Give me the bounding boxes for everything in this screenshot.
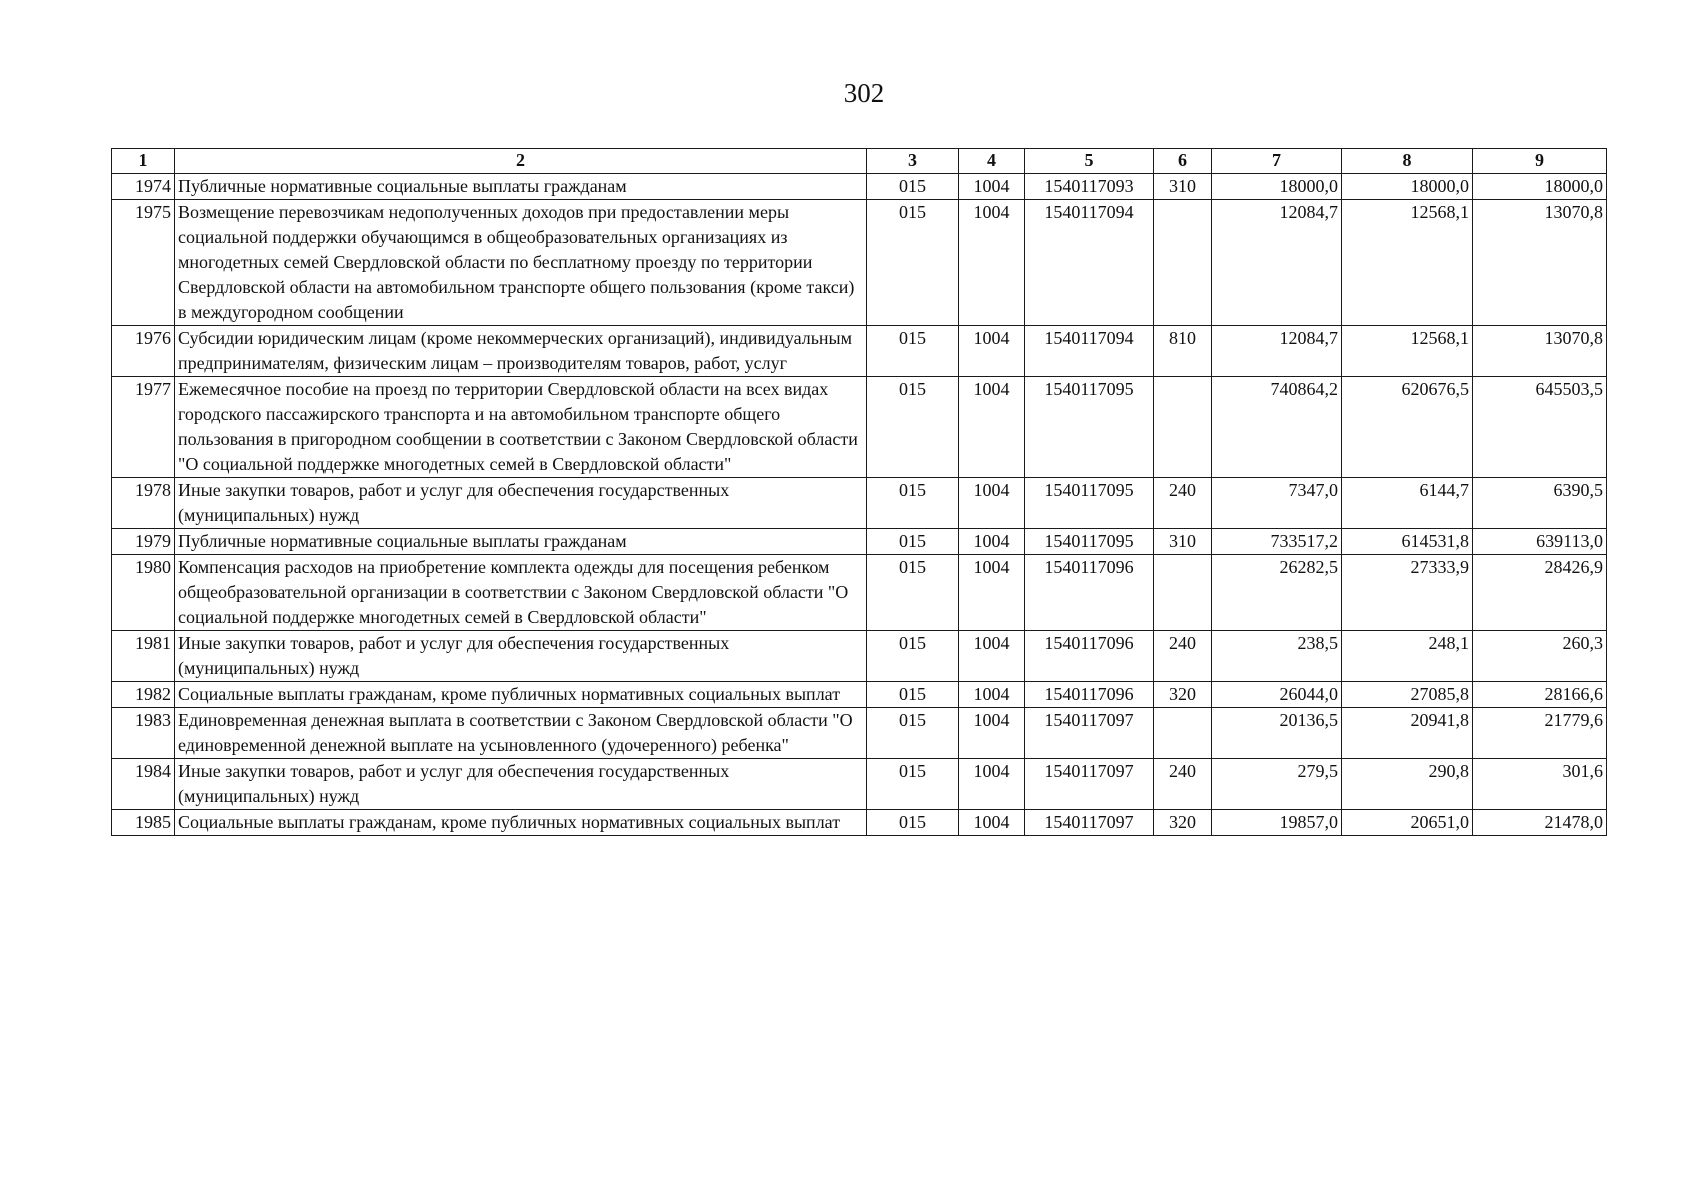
table-body — [112, 174, 1607, 836]
column-4-cell: 1004 — [959, 810, 1025, 836]
row-number-cell: 1974 — [112, 174, 175, 200]
column-5-cell: 1540117097 — [1025, 759, 1154, 810]
description-cell: Единовременная денежная выплата в соответствии с Законом Свердловской области "О единовременной денежной выплате на усыновленного (удочеренного) ребенка" — [175, 708, 867, 759]
column-3-cell: 015 — [867, 631, 959, 682]
column-4-cell: 1004 — [959, 377, 1025, 478]
amount-column-8-cell: 12568,1 — [1342, 326, 1473, 377]
amount-column-8-cell: 12568,1 — [1342, 200, 1473, 326]
row-number-cell: 1982 — [112, 682, 175, 708]
amount-column-9-cell: 28166,6 — [1473, 682, 1607, 708]
column-4-cell: 1004 — [959, 174, 1025, 200]
row-number-cell: 1980 — [112, 555, 175, 631]
column-5-cell: 1540117097 — [1025, 810, 1154, 836]
column-3-cell: 015 — [867, 200, 959, 326]
column-5-cell: 1540117094 — [1025, 326, 1154, 377]
description-cell: Возмещение перевозчикам недополученных доходов при предоставлении меры социальной поддержки обучающимся в общеобразовательных организациях из многодетных семей Свердловской области по бесплатному проезду по территории Свердловской области на автомобильном транспорте общего пользования (кроме такси) в междугородном сообщении — [175, 200, 867, 326]
amount-column-8-cell: 614531,8 — [1342, 529, 1473, 555]
header-row — [112, 149, 1607, 174]
column-6-cell: 320 — [1154, 810, 1212, 836]
table-row — [112, 478, 1607, 529]
column-3-cell: 015 — [867, 810, 959, 836]
amount-column-9-cell: 21478,0 — [1473, 810, 1607, 836]
column-header: 4 — [959, 149, 1025, 174]
table-row — [112, 326, 1607, 377]
column-6-cell: 240 — [1154, 631, 1212, 682]
amount-column-9-cell: 301,6 — [1473, 759, 1607, 810]
amount-column-9-cell: 645503,5 — [1473, 377, 1607, 478]
row-number-cell: 1975 — [112, 200, 175, 326]
column-header: 6 — [1154, 149, 1212, 174]
column-6-cell: 240 — [1154, 759, 1212, 810]
table-row — [112, 200, 1607, 326]
column-3-cell: 015 — [867, 708, 959, 759]
column-5-cell: 1540117094 — [1025, 200, 1154, 326]
amount-column-8-cell: 6144,7 — [1342, 478, 1473, 529]
table-row — [112, 682, 1607, 708]
amount-column-8-cell: 18000,0 — [1342, 174, 1473, 200]
page-number: 302 — [843, 78, 885, 108]
amount-column-9-cell: 21779,6 — [1473, 708, 1607, 759]
column-5-cell: 1540117095 — [1025, 478, 1154, 529]
column-header: 5 — [1025, 149, 1154, 174]
column-5-cell: 1540117096 — [1025, 631, 1154, 682]
column-3-cell: 015 — [867, 529, 959, 555]
amount-column-7-cell: 733517,2 — [1212, 529, 1342, 555]
column-3-cell: 015 — [867, 555, 959, 631]
row-number-cell: 1981 — [112, 631, 175, 682]
column-5-cell: 1540117097 — [1025, 708, 1154, 759]
table-row — [112, 631, 1607, 682]
amount-column-8-cell: 20941,8 — [1342, 708, 1473, 759]
description-cell: Иные закупки товаров, работ и услуг для обеспечения государственных (муниципальных) нужд — [175, 759, 867, 810]
column-header: 9 — [1473, 149, 1607, 174]
column-6-cell — [1154, 555, 1212, 631]
column-5-cell: 1540117095 — [1025, 529, 1154, 555]
amount-column-9-cell: 18000,0 — [1473, 174, 1607, 200]
column-header: 2 — [175, 149, 867, 174]
column-4-cell: 1004 — [959, 478, 1025, 529]
amount-column-9-cell: 6390,5 — [1473, 478, 1607, 529]
amount-column-9-cell: 639113,0 — [1473, 529, 1607, 555]
amount-column-9-cell: 13070,8 — [1473, 326, 1607, 377]
column-3-cell: 015 — [867, 174, 959, 200]
row-number-cell: 1985 — [112, 810, 175, 836]
table-row — [112, 555, 1607, 631]
column-5-cell: 1540117093 — [1025, 174, 1154, 200]
column-6-cell — [1154, 708, 1212, 759]
row-number-cell: 1983 — [112, 708, 175, 759]
row-number-cell: 1978 — [112, 478, 175, 529]
description-cell: Публичные нормативные социальные выплаты гражданам — [175, 529, 867, 555]
amount-column-8-cell: 27085,8 — [1342, 682, 1473, 708]
amount-column-8-cell: 290,8 — [1342, 759, 1473, 810]
table-row — [112, 529, 1607, 555]
amount-column-7-cell: 19857,0 — [1212, 810, 1342, 836]
column-4-cell: 1004 — [959, 682, 1025, 708]
amount-column-9-cell: 13070,8 — [1473, 200, 1607, 326]
row-number-cell: 1977 — [112, 377, 175, 478]
column-6-cell — [1154, 200, 1212, 326]
amount-column-8-cell: 27333,9 — [1342, 555, 1473, 631]
table-row — [112, 810, 1607, 836]
column-6-cell: 810 — [1154, 326, 1212, 377]
column-3-cell: 015 — [867, 759, 959, 810]
amount-column-9-cell: 28426,9 — [1473, 555, 1607, 631]
amount-column-7-cell: 12084,7 — [1212, 326, 1342, 377]
column-6-cell: 240 — [1154, 478, 1212, 529]
column-3-cell: 015 — [867, 326, 959, 377]
row-number-cell: 1979 — [112, 529, 175, 555]
amount-column-7-cell: 26282,5 — [1212, 555, 1342, 631]
row-number-cell: 1984 — [112, 759, 175, 810]
column-header: 1 — [112, 149, 175, 174]
amount-column-8-cell: 20651,0 — [1342, 810, 1473, 836]
table-row — [112, 377, 1607, 478]
amount-column-7-cell: 740864,2 — [1212, 377, 1342, 478]
table-row — [112, 759, 1607, 810]
amount-column-7-cell: 12084,7 — [1212, 200, 1342, 326]
column-6-cell: 320 — [1154, 682, 1212, 708]
amount-column-7-cell: 279,5 — [1212, 759, 1342, 810]
amount-column-7-cell: 26044,0 — [1212, 682, 1342, 708]
description-cell: Иные закупки товаров, работ и услуг для обеспечения государственных (муниципальных) нужд — [175, 478, 867, 529]
column-header: 8 — [1342, 149, 1473, 174]
column-4-cell: 1004 — [959, 555, 1025, 631]
column-header: 3 — [867, 149, 959, 174]
column-3-cell: 015 — [867, 478, 959, 529]
row-number-cell: 1976 — [112, 326, 175, 377]
description-cell: Иные закупки товаров, работ и услуг для обеспечения государственных (муниципальных) нужд — [175, 631, 867, 682]
column-3-cell: 015 — [867, 682, 959, 708]
column-5-cell: 1540117096 — [1025, 682, 1154, 708]
column-5-cell: 1540117095 — [1025, 377, 1154, 478]
column-6-cell: 310 — [1154, 174, 1212, 200]
description-cell: Ежемесячное пособие на проезд по территории Свердловской области на всех видах городского пассажирского транспорта и на автомобильном транспорте общего пользования в пригородном сообщении в соответствии с Законом Свердловской области "О социальной поддержке многодетных семей в Свердловской области" — [175, 377, 867, 478]
amount-column-7-cell: 7347,0 — [1212, 478, 1342, 529]
amount-column-7-cell: 18000,0 — [1212, 174, 1342, 200]
column-4-cell: 1004 — [959, 759, 1025, 810]
column-6-cell: 310 — [1154, 529, 1212, 555]
column-4-cell: 1004 — [959, 326, 1025, 377]
amount-column-7-cell: 20136,5 — [1212, 708, 1342, 759]
column-4-cell: 1004 — [959, 529, 1025, 555]
amount-column-9-cell: 260,3 — [1473, 631, 1607, 682]
column-header: 7 — [1212, 149, 1342, 174]
description-cell: Публичные нормативные социальные выплаты гражданам — [175, 174, 867, 200]
table-row — [112, 174, 1607, 200]
amount-column-8-cell: 620676,5 — [1342, 377, 1473, 478]
column-4-cell: 1004 — [959, 708, 1025, 759]
column-4-cell: 1004 — [959, 631, 1025, 682]
description-cell: Социальные выплаты гражданам, кроме публичных нормативных социальных выплат — [175, 682, 867, 708]
column-6-cell — [1154, 377, 1212, 478]
column-4-cell: 1004 — [959, 200, 1025, 326]
description-cell: Социальные выплаты гражданам, кроме публичных нормативных социальных выплат — [175, 810, 867, 836]
table-row — [112, 708, 1607, 759]
column-3-cell: 015 — [867, 377, 959, 478]
amount-column-7-cell: 238,5 — [1212, 631, 1342, 682]
description-cell: Компенсация расходов на приобретение комплекта одежды для посещения ребенком общеобразовательной организации в соответствии с Законом Свердловской области "О социальной поддержке многодетных семей в Свердловской области" — [175, 555, 867, 631]
amount-column-8-cell: 248,1 — [1342, 631, 1473, 682]
description-cell: Субсидии юридическим лицам (кроме некоммерческих организаций), индивидуальным предпринимателям, физическим лицам – производителям товаров, работ, услуг — [175, 326, 867, 377]
column-5-cell: 1540117096 — [1025, 555, 1154, 631]
budget-table — [111, 148, 1607, 836]
